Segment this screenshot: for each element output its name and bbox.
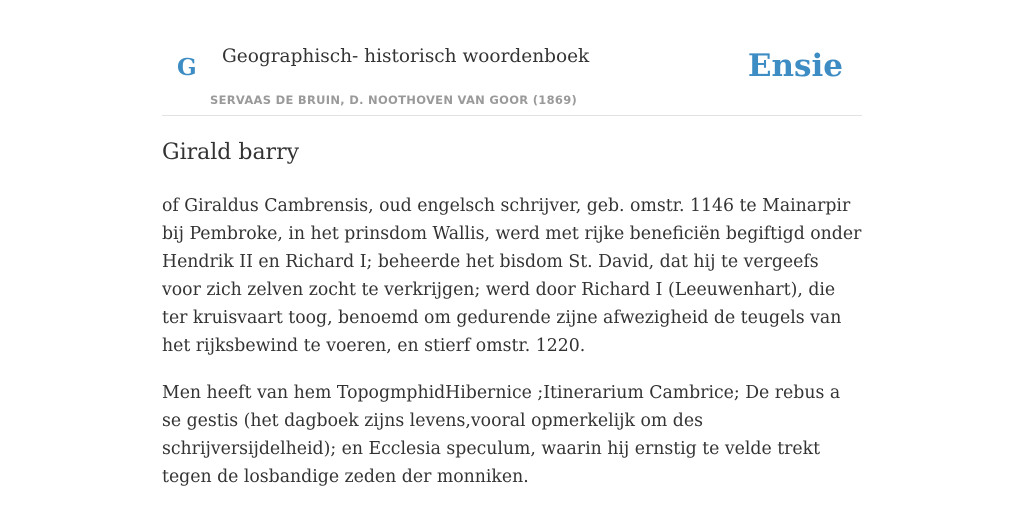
brand-logo[interactable]: Ensie <box>747 48 843 84</box>
entry-paragraph: of Giraldus Cambrensis, oud engelsch schrijver, geb. omstr. 1146 te Mainarpir bij Pembroke, in het prinsdom Wallis, werd met rijke beneficiën begiftigd onder Hendrik II en Richard I; beheerde het bisdom St. David, dat hij te vergeefs voor zich zelven zocht te verkrijgen; werd door Richard I (Leeuwenhart), die ter kruisvaart toog, benoemd om gedurende zijne afwezigheid de teugels van het rijksbewind te voeren, en stierf omstr. 1220. <box>162 196 862 356</box>
book-title[interactable]: Geographisch- historisch woordenboek <box>222 46 590 67</box>
page-header <box>162 0 862 116</box>
entry-paragraph: Men heeft van hem TopogmphidHibernice ;Itinerarium Cambrice; De rebus a se gestis (het dagboek zijns levens,vooral opmerkelijk om des schrijversijdelheid); en Ecclesia speculum, waarin hij ernstig te velde trekt tegen de losbandige zeden der monniken. <box>162 383 841 487</box>
entry-title: Girald barry <box>162 140 300 165</box>
book-logo-letter[interactable]: G <box>177 54 197 81</box>
book-author: SERVAAS DE BRUIN, D. NOOTHOVEN VAN GOOR (1869) <box>210 93 578 107</box>
entry-content <box>162 192 862 510</box>
